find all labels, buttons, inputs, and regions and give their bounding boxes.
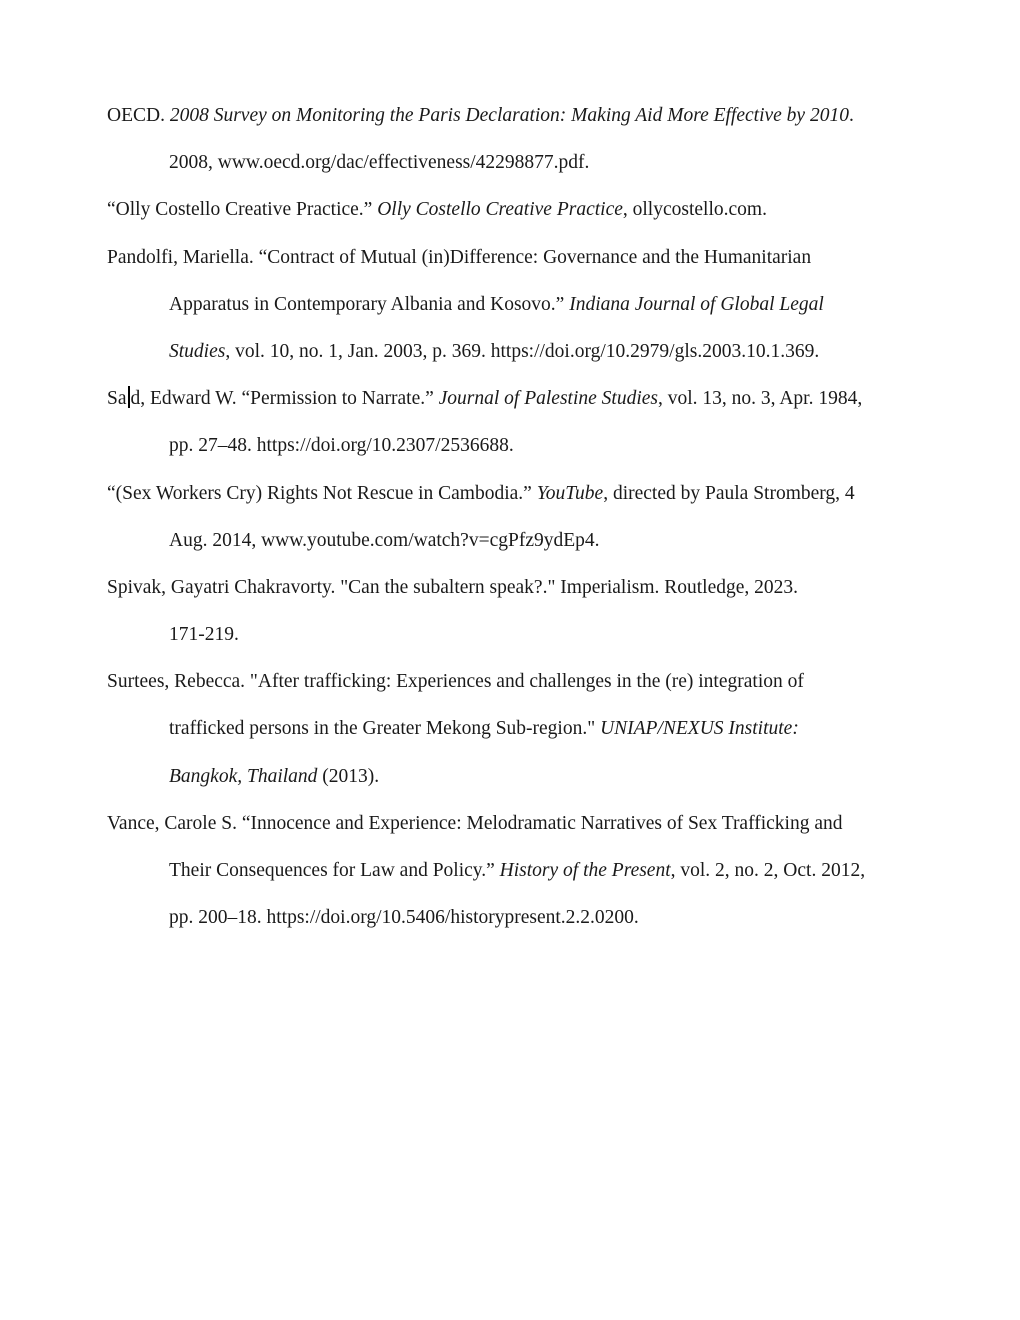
text-run: , directed by Paula Stromberg, 4: [603, 482, 855, 504]
italic-text-run: UNIAP/NEXUS Institute:: [600, 718, 799, 740]
italic-text-run: Journal of Palestine Studies: [438, 388, 658, 410]
text-cursor: [128, 386, 130, 408]
citation-continuation-line: [107, 281, 917, 328]
citation-continuation-line: [107, 705, 917, 752]
citation-continuation-line: [107, 753, 917, 800]
text-run: 171-219.: [169, 624, 239, 646]
italic-text-run: Indiana Journal of Global Legal: [569, 293, 824, 315]
citation-entry-surtees[interactable]: [107, 658, 917, 800]
text-run: Surtees, Rebecca. "After trafficking: Experiences and challenges in the (re) integration of: [107, 671, 804, 693]
text-run: OECD.: [107, 105, 170, 126]
citation-entry-said[interactable]: [107, 375, 917, 469]
citation-entry-spivak[interactable]: [107, 564, 917, 658]
italic-text-run: 2008 Survey on Monitoring the Paris Declaration: Making Aid More Effective by 2010: [169, 105, 849, 126]
text-run: Sa: [107, 388, 127, 410]
citation-continuation-line: [107, 422, 917, 469]
citation-first-line: [107, 92, 917, 139]
text-run: , ollycostello.com.: [622, 199, 767, 221]
citation-first-line: [107, 658, 917, 705]
citation-continuation-line: [107, 139, 917, 186]
citation-continuation-line: [107, 517, 917, 564]
text-run: pp. 27–48. https://doi.org/10.2307/2536688.: [169, 435, 514, 457]
citation-entry-olly-costello[interactable]: [107, 186, 917, 233]
italic-text-run: Studies: [169, 340, 226, 362]
text-run: Pandolfi, Mariella. “Contract of Mutual (in)Difference: Governance and the Humanitarian: [107, 246, 812, 268]
works-cited-list[interactable]: [107, 92, 917, 941]
citation-continuation-line: [107, 611, 917, 658]
citation-entry-vance[interactable]: [107, 800, 917, 942]
citation-continuation-line: [107, 894, 917, 941]
italic-text-run: History of the Present: [499, 860, 671, 881]
citation-continuation-line: [107, 328, 917, 375]
text-run: trafficked persons in the Greater Mekong Sub-region.": [169, 718, 601, 740]
italic-text-run: Olly Costello Creative Practice: [377, 199, 623, 221]
citation-first-line: [107, 564, 917, 611]
text-run: “(Sex Workers Cry) Rights Not Rescue in Cambodia.”: [107, 482, 537, 504]
text-run: 2008, www.oecd.org/dac/effectiveness/42298877.pdf.: [169, 152, 590, 174]
text-run: d, Edward W. “Permission to Narrate.”: [130, 388, 439, 410]
text-run: Aug. 2014, www.youtube.com/watch?v=cgPfz9ydEp4.: [169, 529, 600, 551]
text-run: “Olly Costello Creative Practice.”: [107, 199, 378, 221]
citation-first-line: [107, 470, 917, 517]
citation-first-line: [107, 800, 917, 847]
text-run: Spivak, Gayatri Chakravorty. "Can the subaltern speak?." Imperialism. Routledge, 2023.: [107, 576, 799, 598]
citation-first-line: [107, 234, 917, 281]
text-run: , vol. 2, no. 2, Oct. 2012,: [670, 860, 866, 881]
citation-first-line: [107, 186, 917, 233]
italic-text-run: Bangkok, Thailand: [169, 765, 318, 787]
citation-entry-oecd[interactable]: [107, 92, 917, 186]
text-run: Vance, Carole S. “Innocence and Experience: Melodramatic Narratives of Sex Trafficking and: [107, 812, 843, 834]
text-run: Their Consequences for Law and Policy.”: [169, 860, 500, 881]
text-run: , vol. 13, no. 3, Apr. 1984,: [658, 388, 863, 410]
italic-text-run: YouTube: [536, 482, 604, 504]
text-run: , vol. 10, no. 1, Jan. 2003, p. 369. https://doi.org/10.2979/gls.2003.10.1.369.: [225, 340, 820, 362]
text-run: Apparatus in Contemporary Albania and Kosovo.”: [169, 293, 570, 315]
citation-continuation-line: [107, 847, 917, 894]
citation-entry-sex-workers-cry[interactable]: [107, 470, 917, 564]
text-run: .: [848, 105, 854, 126]
text-run: pp. 200–18. https://doi.org/10.5406/historypresent.2.2.0200.: [169, 907, 639, 929]
citation-first-line: [107, 375, 917, 422]
text-run: (2013).: [317, 765, 380, 787]
citation-entry-pandolfi[interactable]: [107, 234, 917, 376]
